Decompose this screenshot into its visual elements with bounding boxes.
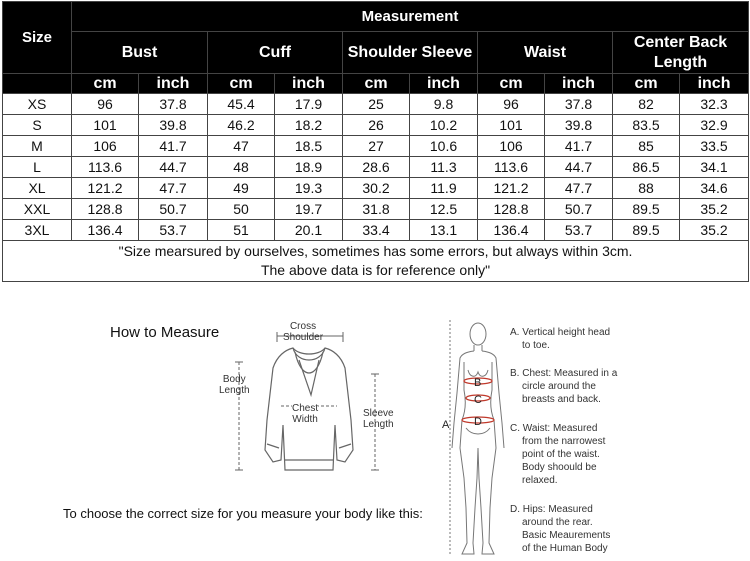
table-cell: 19.3: [275, 178, 343, 199]
table-cell: 18.9: [275, 157, 343, 178]
group-header: Cuff: [208, 32, 343, 74]
measurement-header: Measurement: [72, 2, 749, 32]
group-header: Waist: [478, 32, 613, 74]
table-cell: 53.7: [139, 220, 208, 241]
table-cell: 33.5: [680, 136, 749, 157]
legend-line: Basic Meaurements: [522, 530, 611, 541]
group-header: Bust: [72, 32, 208, 74]
size-chart-table: [2, 1, 749, 282]
table-cell: 89.5: [613, 220, 680, 241]
size-label-cell: L: [3, 157, 72, 178]
table-cell: 18.5: [275, 136, 343, 157]
table-cell: 30.2: [343, 178, 410, 199]
body-diagram: [440, 318, 510, 561]
body-length-label: [219, 374, 250, 396]
table-cell: 106: [72, 136, 139, 157]
unit-header: inch: [680, 74, 749, 94]
size-label-cell: 3XL: [3, 220, 72, 241]
table-cell: 101: [72, 115, 139, 136]
table-cell: 12.5: [410, 199, 478, 220]
label-line: Length: [363, 419, 394, 430]
group-header: Shoulder Sleeve: [343, 32, 478, 74]
table-cell: 10.2: [410, 115, 478, 136]
unit-header: cm: [72, 74, 139, 94]
table-cell: 50: [208, 199, 275, 220]
table-cell: 46.2: [208, 115, 275, 136]
legend-line: circle around the: [522, 381, 596, 392]
table-cell: 25: [343, 94, 410, 115]
unit-header: inch: [545, 74, 613, 94]
label-line: Shoulder: [283, 332, 324, 343]
measure-guide: [0, 300, 750, 561]
table-cell: 10.6: [410, 136, 478, 157]
table-cell: 82: [613, 94, 680, 115]
table-cell: 48: [208, 157, 275, 178]
table-cell: 27: [343, 136, 410, 157]
body-letter-a: A: [442, 419, 450, 431]
table-cell: 96: [478, 94, 545, 115]
label-line: Body: [222, 374, 246, 385]
table-cell: 9.8: [410, 94, 478, 115]
table-cell: 11.9: [410, 178, 478, 199]
legend-d: [510, 503, 640, 555]
table-row: [3, 157, 749, 178]
unit-header: inch: [139, 74, 208, 94]
size-label-cell: XS: [3, 94, 72, 115]
legend-line: B. Chest: Measured in a: [510, 368, 618, 379]
table-cell: 49: [208, 178, 275, 199]
label-line: Width: [292, 414, 318, 425]
unit-header: inch: [410, 74, 478, 94]
table-cell: 88: [613, 178, 680, 199]
table-cell: 45.4: [208, 94, 275, 115]
legend-line: of the Human Body: [522, 543, 608, 554]
table-cell: 121.2: [72, 178, 139, 199]
sleeve-length-label: [363, 408, 394, 430]
table-cell: 53.7: [545, 220, 613, 241]
table-cell: 85: [613, 136, 680, 157]
table-cell: 44.7: [139, 157, 208, 178]
label-line: Length: [219, 385, 250, 396]
note-line: "Size mearsured by ourselves, sometimes has some errors, but always within 3cm.: [118, 243, 633, 259]
table-cell: 136.4: [478, 220, 545, 241]
legend-line: C. Waist: Measured: [510, 423, 598, 434]
size-rows: [3, 94, 749, 241]
legend-line: from the narrowest: [522, 436, 606, 447]
label-line: Chest: [292, 403, 319, 414]
legend-line: point of the waist.: [522, 449, 600, 460]
table-cell: 32.9: [680, 115, 749, 136]
table-cell: 44.7: [545, 157, 613, 178]
table-cell: 35.2: [680, 199, 749, 220]
size-label-cell: XXL: [3, 199, 72, 220]
body-letter-c: C: [474, 394, 482, 406]
label-line: Cross: [289, 321, 317, 332]
size-label-cell: S: [3, 115, 72, 136]
table-cell: 13.1: [410, 220, 478, 241]
table-row: [3, 136, 749, 157]
size-label-cell: M: [3, 136, 72, 157]
table-cell: 37.8: [545, 94, 613, 115]
chest-width-label: [292, 403, 318, 425]
table-cell: 47: [208, 136, 275, 157]
unit-header: cm: [343, 74, 410, 94]
table-cell: 89.5: [613, 199, 680, 220]
table-cell: 96: [72, 94, 139, 115]
body-letter-d: D: [474, 416, 482, 428]
table-cell: 83.5: [613, 115, 680, 136]
size-label-cell: XL: [3, 178, 72, 199]
table-cell: 39.8: [139, 115, 208, 136]
table-cell: 41.7: [139, 136, 208, 157]
table-cell: 17.9: [275, 94, 343, 115]
unit-header: inch: [275, 74, 343, 94]
legend-line: breasts and back.: [522, 394, 601, 405]
table-cell: 47.7: [139, 178, 208, 199]
legend-line: A. Vertical height head: [510, 327, 611, 338]
table-cell: 128.8: [478, 199, 545, 220]
table-row: [3, 178, 749, 199]
unit-header: cm: [613, 74, 680, 94]
table-note: [3, 241, 749, 282]
table-cell: 31.8: [343, 199, 410, 220]
legend-b: [510, 367, 640, 406]
cross-shoulder-label: [283, 321, 323, 343]
table-cell: 33.4: [343, 220, 410, 241]
legend-line: D. Hips: Measured: [510, 504, 593, 515]
table-cell: 26: [343, 115, 410, 136]
table-cell: 41.7: [545, 136, 613, 157]
table-cell: 34.1: [680, 157, 749, 178]
choose-size-text: To choose the correct size for you measure your body like this:: [63, 506, 423, 521]
size-header: Size: [3, 2, 72, 74]
table-cell: 121.2: [478, 178, 545, 199]
how-to-measure-title: How to Measure: [110, 324, 220, 341]
group-header: Center Back Length: [613, 32, 749, 74]
table-cell: 47.7: [545, 178, 613, 199]
table-cell: 19.7: [275, 199, 343, 220]
table-cell: 50.7: [139, 199, 208, 220]
table-cell: 39.8: [545, 115, 613, 136]
table-cell: 20.1: [275, 220, 343, 241]
legend-c: [510, 422, 640, 487]
table-row: [3, 94, 749, 115]
note-line: The above data is for reference only": [260, 262, 491, 278]
table-cell: 35.2: [680, 220, 749, 241]
legend-line: around the rear.: [522, 517, 593, 528]
table-cell: 11.3: [410, 157, 478, 178]
table-cell: 34.6: [680, 178, 749, 199]
table-cell: 101: [478, 115, 545, 136]
table-cell: 86.5: [613, 157, 680, 178]
unit-header: cm: [478, 74, 545, 94]
table-cell: 106: [478, 136, 545, 157]
size-header-spacer: [3, 74, 72, 94]
table-cell: 28.6: [343, 157, 410, 178]
table-row: [3, 220, 749, 241]
table-cell: 37.8: [139, 94, 208, 115]
body-letter-b: B: [474, 377, 482, 389]
table-row: [3, 115, 749, 136]
table-cell: 136.4: [72, 220, 139, 241]
table-cell: 18.2: [275, 115, 343, 136]
table-cell: 50.7: [545, 199, 613, 220]
table-cell: 113.6: [478, 157, 545, 178]
legend-line: Body shoould be: [522, 462, 597, 473]
label-line: Sleeve: [363, 408, 394, 419]
legend-line: relaxed.: [522, 475, 558, 486]
table-cell: 128.8: [72, 199, 139, 220]
table-cell: 113.6: [72, 157, 139, 178]
table-cell: 51: [208, 220, 275, 241]
unit-header: cm: [208, 74, 275, 94]
table-row: [3, 199, 749, 220]
legend-a: [510, 326, 640, 352]
table-cell: 32.3: [680, 94, 749, 115]
legend-line: to toe.: [522, 340, 550, 351]
